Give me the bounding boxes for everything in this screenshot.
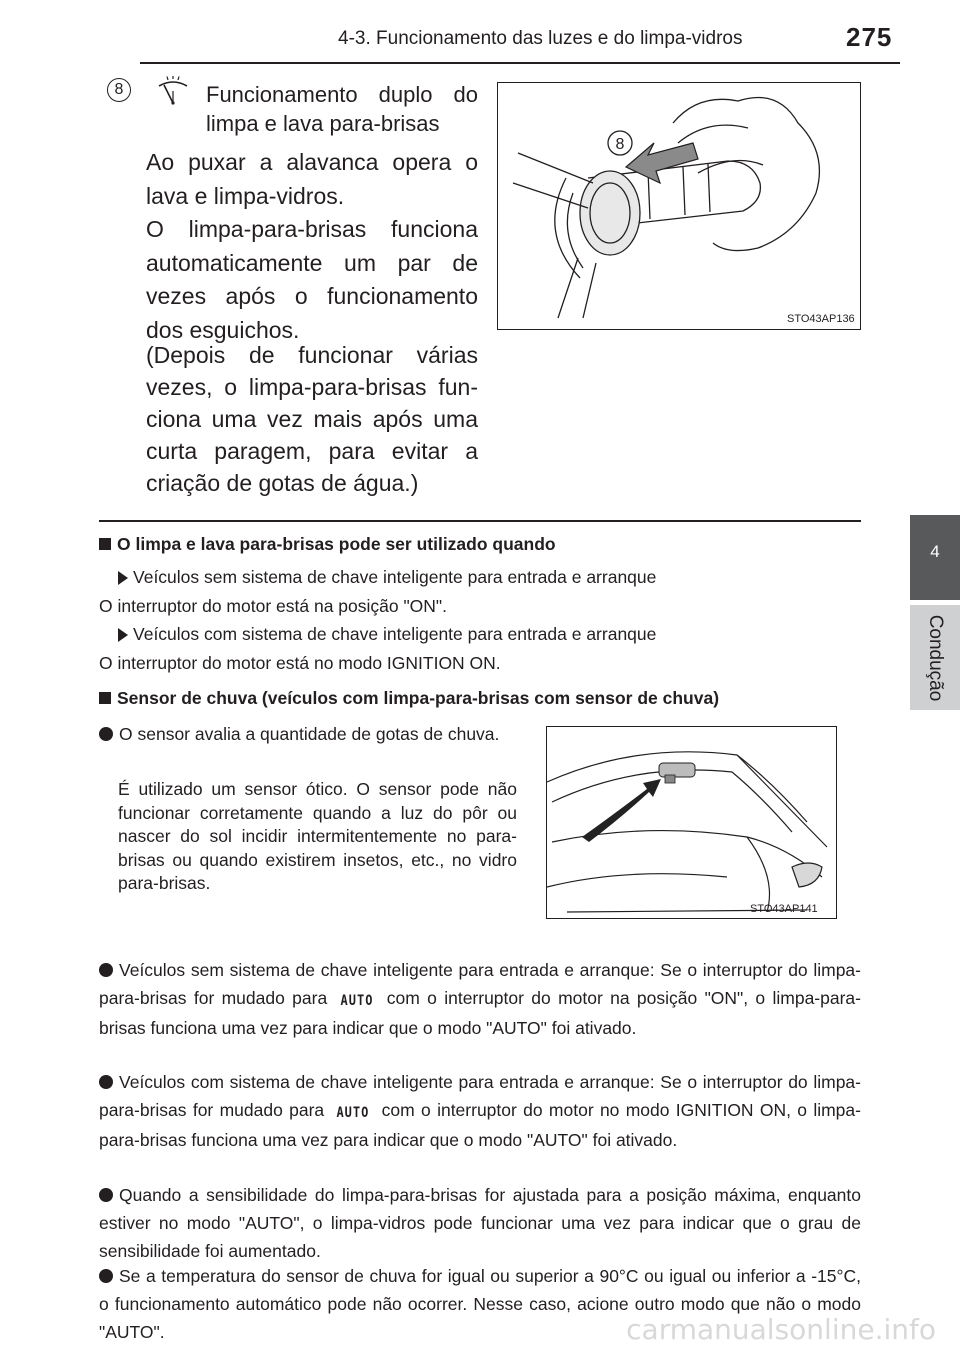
round-bullet-icon (99, 963, 113, 977)
function-description: Funcionamento duplo do limpa e lava para-brisas (206, 82, 478, 136)
rain-sensor-bullet-2: Veículos sem sistema de chave inteligente para entrada e arranque: Se o interruptor do limpa-para-brisas for mudado para AUTO com o interruptor do motor na posição "ON", o limpa-para-brisas funciona uma vez para indicar que o modo "AUTO" foi ativado. (99, 960, 861, 1038)
auto-position-icon: AUTO (340, 991, 374, 1009)
round-bullet-icon (99, 727, 113, 741)
condition-smart-key-with: Veículos com sistema de chave inteligente para entrada e arranque (118, 619, 656, 649)
rain-sensor-bullet-1: O sensor avalia a quantidade de gotas de chuva. (99, 722, 517, 746)
item8-body-1: Ao puxar a alavanca opera o lava e limpa-vidros. O limpa-para-brisas funciona automaticamente um par de vezes após o funcionamento dos esguichos. (146, 149, 478, 343)
figure-code: STO43AP136 (787, 313, 855, 325)
condition-text-2: O interruptor do motor está no modo IGNITION ON. (99, 653, 501, 673)
rain-sensor-bullet-3: Veículos com sistema de chave inteligente para entrada e arranque: Se o interruptor do limpa-para-brisas for mudado para AUTO com o interruptor do motor no modo IGNITION ON, o limpa-para-brisas funciona uma vez para indicar que o modo "AUTO" foi ativado. (99, 1072, 861, 1150)
chapter-label: Condução (925, 614, 946, 701)
round-bullet-icon (99, 1075, 113, 1089)
wiper-washer-icon (156, 76, 190, 106)
header-rule (140, 62, 900, 64)
figure-callout-8: 8 (615, 136, 625, 153)
chapter-label-box (910, 605, 960, 710)
condition-smart-key-without: Veículos sem sistema de chave inteligente para entrada e arranque (118, 562, 656, 592)
windshield-sensor-illustration (546, 726, 837, 919)
page-number: 275 (846, 22, 893, 52)
watermark: carmanualsonline.info (626, 1313, 936, 1346)
hand-pulling-lever-drawing (498, 83, 859, 328)
figure-code: STO43AP141 (750, 903, 818, 915)
rain-sensor-bullet-5: Se a temperatura do sensor de chuva for igual ou superior a 90°C ou igual ou inferior a -15°C, o funcionamento automático pode não ocorrer. Nesse caso, acione outro modo que não o modo "AUTO". (99, 1266, 861, 1342)
condition-text-1: O interruptor do motor está na posição "ON". (99, 596, 448, 616)
item-number-badge: 8 (107, 78, 131, 102)
rain-sensor-bullet-1-detail: É utilizado um sensor ótico. O sensor pode não funcionar corretamente quando a luz do pôr ou nascer do sol incidir intermitentemente no para-brisas ou quando existirem insetos, etc., no vidro para-brisas. (118, 779, 517, 893)
square-bullet-icon (99, 692, 111, 704)
square-bullet-icon (99, 538, 111, 550)
chapter-number: 4 (930, 542, 940, 561)
note-heading-usage: O limpa e lava para-brisas pode ser utilizado quando (99, 529, 556, 559)
lever-illustration (497, 82, 861, 330)
round-bullet-icon (99, 1188, 113, 1202)
section-title: 4-3. Funcionamento das luzes e do limpa-vidros (338, 28, 743, 49)
item8-body-2: (Depois de funcionar várias vezes, o limpa-para-brisas fun- ciona uma vez mais após uma curta paragem, para evitar a criação de gotas de água.) (146, 342, 478, 496)
auto-position-icon: AUTO (336, 1103, 370, 1121)
triangle-bullet-icon (118, 571, 128, 585)
round-bullet-icon (99, 1269, 113, 1283)
note-heading-rain-sensor: Sensor de chuva (veículos com limpa-para-brisas com sensor de chuva) (99, 683, 719, 713)
section-separator (99, 520, 861, 522)
triangle-bullet-icon (118, 628, 128, 642)
rain-sensor-bullet-4: Quando a sensibilidade do limpa-para-brisas for ajustada para a posição máxima, enquanto estiver no modo "AUTO", o limpa-vidros pode funcionar uma vez para indicar que o grau de sensibilidade foi aumentado. (99, 1185, 861, 1261)
car-windshield-drawing (547, 727, 835, 917)
